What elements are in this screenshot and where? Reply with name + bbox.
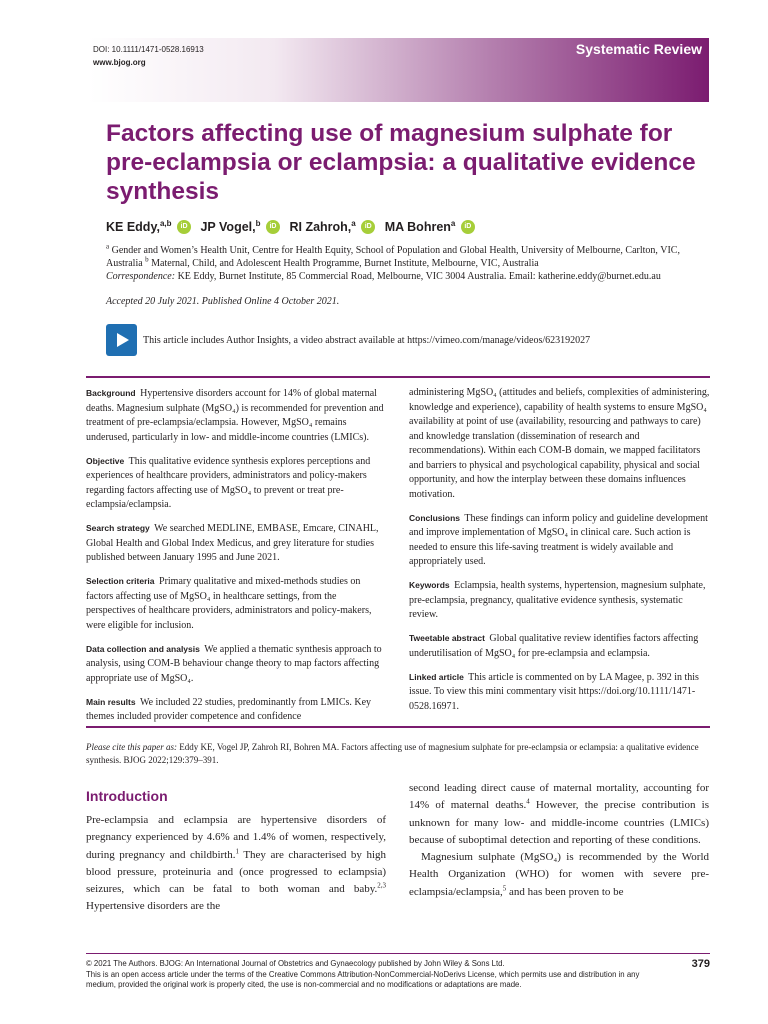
abstract-top-rule [86,376,710,378]
doi-text: DOI: 10.1111/1471-0528.16913 [93,45,204,54]
reference-mark[interactable]: 2,3 [377,881,386,890]
abstract-left-column [86,386,388,733]
abstract-heading: Main results [86,696,136,707]
abstract-section-results-continued [409,386,711,502]
abstract-text: Eclampsia, health systems, hypertension, magnesium sulphate, pre-eclampsia, pregnancy, qualitative evidence synthesis, systematic review. [409,580,706,620]
abstract-text: administering MgSO₄ (attitudes and beliefs, complexities of administering, knowledge and experience), capability of health systems to ensure MgSO₄ availability at point of use (availability, resourcing and pathways to care) and knowledge translation (dissemination of research and recommendations). Within each COM-B domain, we mapped facilitators and barriers to physical and psychological capability, physical and social opportunity, and how the interplay between these domains influences motivation. [409,387,710,500]
reference-mark[interactable]: 1 [235,846,239,855]
author-name: MA Bohren [384,220,451,234]
author-name: JP Vogel, [200,220,256,234]
citation-lead: Please cite this paper as: [86,742,177,752]
abstract-heading: Objective [86,455,125,466]
abstract-heading: Selection criteria [86,576,155,586]
abstract-section-linked-article [409,670,711,715]
affiliation-b: Maternal, Child, and Adolescent Health Programme, Burnet Institute, Melbourne, VIC, Australia [151,258,539,269]
body-right-column [409,780,709,901]
play-video-button[interactable] [106,324,137,356]
abstract-heading: Data collection and analysis [86,643,200,654]
body-text: Pre-eclampsia and eclampsia are hypertensive disorders of pregnancy experienced by 4.6% and 1.4% of women, respectively, during pregnancy and childbirth. [86,814,386,861]
abstract-text: Hypertensive disorders account for 14% of global maternal deaths. Magnesium sulphate (MgSO₄) is recommended for prevention and treatment of pre-eclampsia/eclampsia. However, MgSO₄ remains underused, particularly in low- and middle-income countries (LMICs). [86,388,384,443]
abstract-text: This qualitative evidence synthesis explores perceptions and experiences of healthcare providers, administrators and policy-makers regarding factors affecting use of MgSO₄ to prevent or treat pre-eclampsia/eclampsia. [86,455,371,510]
abstract-heading: Keywords [409,580,450,590]
abstract-section-keywords [409,578,711,623]
section-label: Systematic Review [575,41,702,57]
body-text: However, the precise contribution is unknown for many low- and middle-income countries (LMICs) because of suboptimal detection and reporting of these conditions. [409,799,709,846]
abstract-heading: Search strategy [86,523,150,533]
abstract-bottom-rule [86,726,710,728]
author-affiliation-mark: a [450,218,456,228]
orcid-icon[interactable]: iD [461,220,475,234]
video-abstract-note: This article includes Author Insights, a video abstract available at https://vimeo.com/manage/videos/623192027 [143,335,591,346]
orcid-icon[interactable]: iD [266,220,280,234]
journal-website[interactable]: www.bjog.org [93,58,146,67]
correspondence-label: Correspondence: [106,271,176,282]
abstract-section-background [86,386,388,445]
abstract-section-tweetable [409,631,711,661]
body-text: Hypertensive disorders are the [86,900,221,913]
abstract-heading: Tweetable abstract [409,633,485,643]
affiliation-mark: a [106,242,110,251]
abstract-text: This article is commented on by LA Magee, p. 392 in this issue. To view this mini commentary visit https://doi.org/10.1111/1471-0528.16971. [409,671,699,712]
copyright-line: © 2021 The Authors. BJOG: An International Journal of Obstetrics and Gynaecology published by John Wiley & Sons Ltd. [86,959,505,968]
body-paragraph [409,780,709,849]
body-text: and has been proven to be [506,885,624,898]
body-text: They are characterised by high blood pressure, proteinuria and (once progressed to eclampsia) seizures, which can be fatal to both woman and baby. [86,848,386,896]
abstract-text: These findings can inform policy and guideline development and improve implementation of MgSO₄ in clinical care. Such action is needed to ensure this life-saving treatment is widely available and appropriately used. [409,512,708,567]
reference-mark[interactable]: 4 [526,797,530,806]
footer-rule [86,953,710,954]
body-left-column [86,812,386,916]
author-affiliation-mark: b [255,218,261,228]
abstract-section-selection-criteria [86,574,388,633]
orcid-icon[interactable]: iD [361,220,375,234]
citation-note [86,741,706,767]
body-paragraph [409,849,709,901]
affiliation-mark: b [145,255,149,264]
abstract-section-data-collection [86,642,388,687]
author-affiliation-mark: a [351,218,356,228]
abstract-section-objective [86,454,388,513]
body-text: Magnesium sulphate (MgSO₄) is recommended by the World Health Organization (WHO) for women with severe pre-eclampsia/eclampsia, [409,851,709,898]
abstract-text: Primary qualitative and mixed-methods studies on factors affecting use of MgSO₄ in healthcare settings, from the perspectives of healthcare providers, administrators and policy-makers, were eligible for inclusion. [86,576,372,631]
citation-text: Eddy KE, Vogel JP, Zahroh RI, Bohren MA. Factors affecting use of magnesium sulphate for pre-eclampsia or eclampsia: a qualitative evidence synthesis. BJOG 2022;129:379–391. [86,742,699,765]
abstract-text: We applied a thematic synthesis approach to analysis, using COM-B behaviour change theory to map factors affecting appropriate use of MgSO₄. [86,643,382,684]
affiliation-a: Gender and Women’s Health Unit, Centre for Health Equity, School of Population and Global Health, University of Melbourne, Carlton, VIC, Australia [106,245,680,269]
abstract-heading: Conclusions [409,512,461,523]
orcid-icon[interactable]: iD [177,220,191,234]
page-number: 379 [691,958,710,970]
license-footer [86,959,666,991]
abstract-text: We included 22 studies, predominantly from LMICs. Key themes included provider competence and confidence [86,696,372,722]
play-icon [117,333,129,347]
body-text: second leading direct cause of maternal mortality, accounting for 14% of maternal deaths. [409,782,709,812]
article-title: Factors affecting use of magnesium sulphate for pre-eclampsia or eclampsia: a qualitative evidence synthesis [106,120,696,205]
author-list [106,220,481,235]
abstract-section-search-strategy [86,521,388,566]
author-affiliation-mark: a,b [159,218,172,228]
reference-mark[interactable]: 5 [502,884,507,893]
abstract-right-column [409,386,711,723]
abstract-heading: Background [86,388,136,398]
license-text: This is an open access article under the terms of the Creative Commons Attribution-NonCommercial-NoDerivs License, which permits use and distribution in any medium, provided the original work is properly cited, the use is non-commercial and no modifications or adaptations are made. [86,969,640,989]
body-paragraph [86,812,386,916]
publication-dates: Accepted 20 July 2021. Published Online 4 October 2021. [106,296,340,307]
correspondence-text: KE Eddy, Burnet Institute, 85 Commercial Road, Melbourne, VIC 3004 Australia. Email: katherine.eddy@burnet.edu.au [177,271,661,282]
abstract-text: Global qualitative review identifies factors affecting underutilisation of MgSO₄ for pre-eclampsia and eclampsia. [409,633,699,659]
abstract-section-main-results [86,695,388,725]
author-name: RI Zahroh, [289,220,352,234]
introduction-heading: Introduction [86,788,168,804]
abstract-text: We searched MEDLINE, EMBASE, Emcare, CINAHL, Global Health and Global Index Medicus, and grey literature for studies published between January 1995 and June 2021. [86,523,379,563]
abstract-heading: Linked article [409,671,464,682]
abstract-section-conclusions [409,511,711,570]
affiliations [106,244,706,283]
author-name: KE Eddy, [106,220,160,234]
